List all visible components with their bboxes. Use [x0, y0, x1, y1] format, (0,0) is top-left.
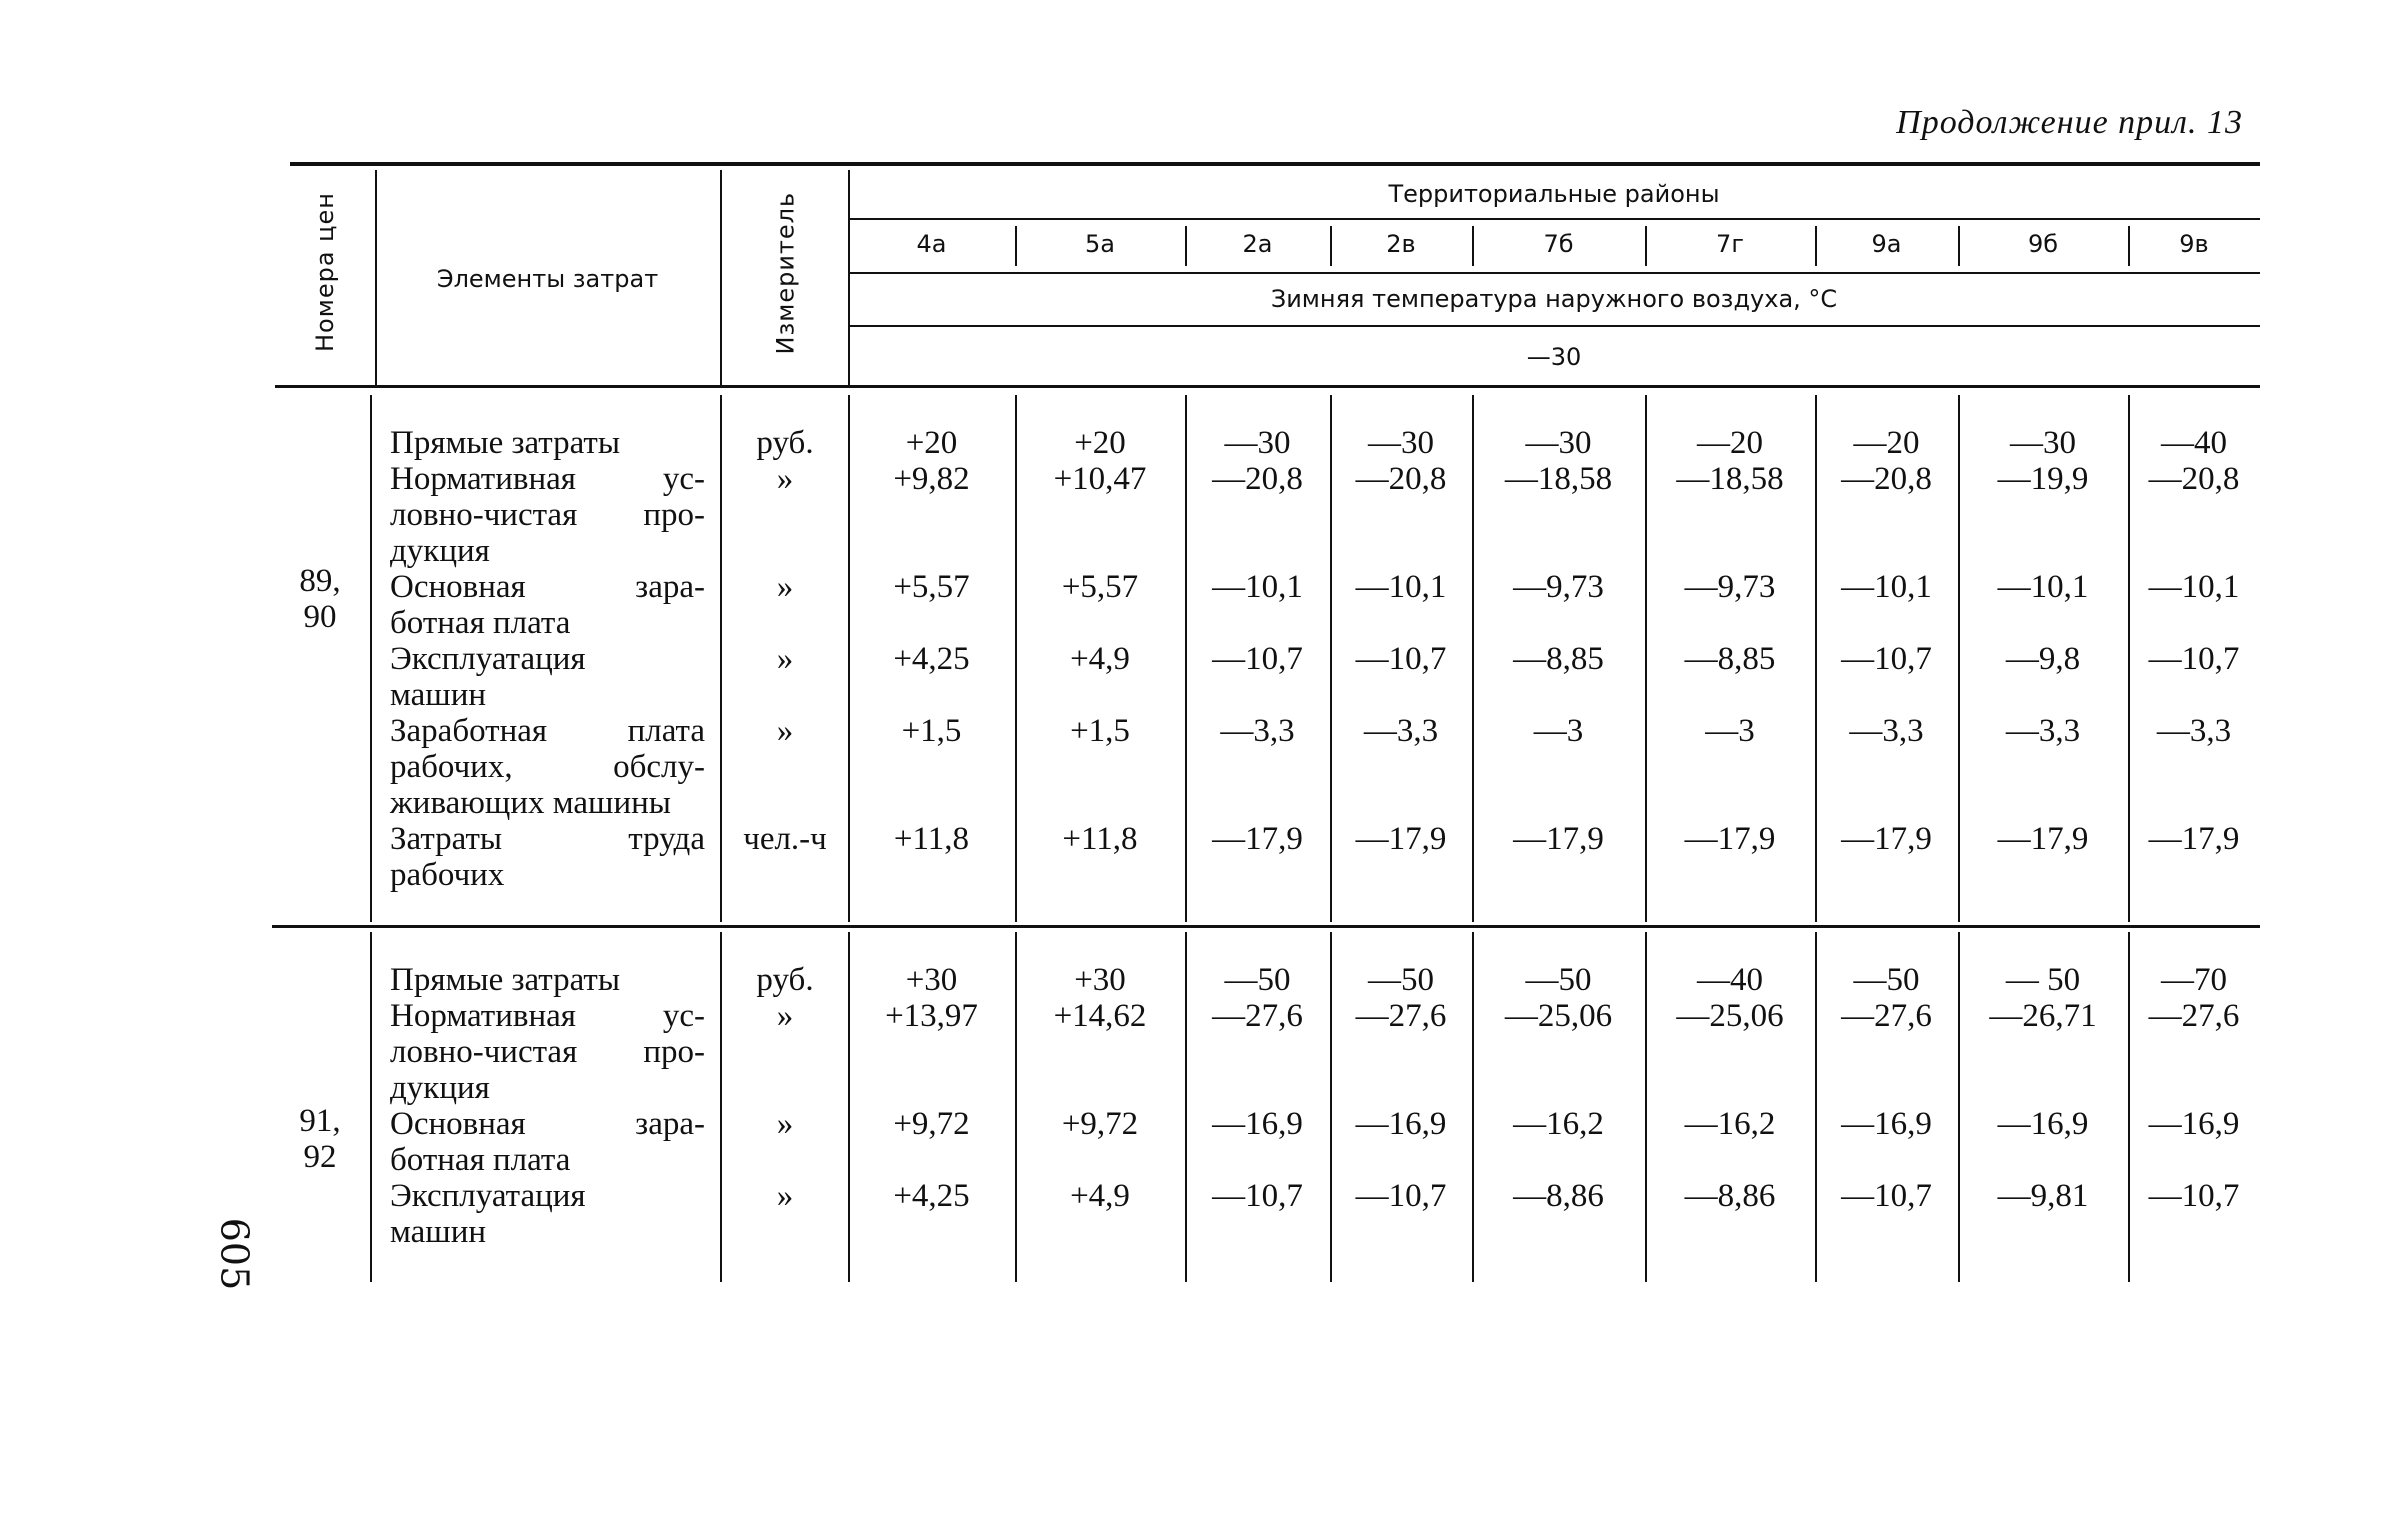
value-cell: —17,9	[1355, 821, 1447, 857]
value-cell: —10,1	[1355, 569, 1447, 605]
value-cell: +20	[1074, 425, 1126, 461]
element-line: Основная зара-	[390, 1106, 705, 1142]
district-header-6: 7г	[1716, 230, 1744, 258]
value-cell: +10,47	[1053, 461, 1147, 497]
element-line: Затраты труда	[390, 821, 705, 857]
value-cell: —8,86	[1513, 1178, 1604, 1214]
value-cell: —10,7	[2148, 1178, 2240, 1214]
value-cell: —3	[1533, 713, 1584, 749]
value-cell: —30	[1224, 425, 1291, 461]
value-cell: —16,9	[1355, 1106, 1447, 1142]
value-cell: —20,8	[1841, 461, 1932, 497]
value-cell: —40	[2161, 425, 2227, 461]
value-cell: —10,1	[1997, 569, 2089, 605]
temperature-label: Зимняя температура наружного воздуха, °С	[1270, 285, 1838, 313]
unit-cell: »	[776, 461, 794, 497]
value-cell: —40	[1697, 962, 1763, 998]
element-line: Основная зара-	[390, 569, 705, 605]
district-header-4: 2в	[1386, 230, 1416, 258]
unit-cell: »	[776, 569, 794, 605]
element-line: Заработная плата	[390, 713, 705, 749]
value-cell: —10,7	[1212, 641, 1303, 677]
value-cell: —3,3	[2156, 713, 2232, 749]
district-header-9: 9в	[2179, 230, 2209, 258]
element-line: живающих машины	[390, 785, 671, 821]
unit-cell: »	[776, 998, 794, 1034]
element-line: Нормативная ус-	[390, 461, 705, 497]
element-line: Эксплуатация	[390, 1178, 586, 1214]
value-cell: —25,06	[1504, 998, 1613, 1034]
element-line: машин	[390, 1214, 487, 1250]
value-cell: —18,58	[1676, 461, 1784, 497]
value-cell: —10,1	[1841, 569, 1932, 605]
value-cell: —50	[1368, 962, 1434, 998]
element-line: дукция	[390, 1070, 490, 1106]
value-cell: —17,9	[2148, 821, 2240, 857]
element-line: ботная плата	[390, 605, 571, 641]
value-cell: —10,7	[1355, 641, 1447, 677]
district-header-1: 4а	[916, 230, 947, 258]
value-cell: —50	[1224, 962, 1291, 998]
value-cell: —30	[1368, 425, 1434, 461]
value-cell: —18,58	[1504, 461, 1613, 497]
col-unit-header: Измеритель	[771, 191, 800, 355]
value-cell: — 50	[2005, 962, 2081, 998]
value-cell: +1,5	[1070, 713, 1130, 749]
body-col-rule	[370, 932, 372, 1282]
value-cell: +20	[905, 425, 958, 461]
value-cell: —9,8	[2005, 641, 2081, 677]
district-header-7: 9а	[1871, 230, 1902, 258]
value-cell: —27,6	[2148, 998, 2240, 1034]
value-cell: —50	[1525, 962, 1592, 998]
unit-cell: чел.-ч	[743, 821, 827, 857]
body-col-rule	[370, 395, 372, 922]
value-cell: +9,72	[893, 1106, 970, 1142]
element-line: ловно-чистая про-	[390, 497, 705, 533]
value-cell: +13,97	[885, 998, 978, 1034]
price-number: 91,	[299, 1103, 341, 1139]
district-header-2: 5а	[1085, 230, 1115, 258]
unit-cell: »	[776, 1106, 794, 1142]
district-rule	[848, 272, 2260, 274]
value-cell: —17,9	[1841, 821, 1932, 857]
value-cell: —16,9	[1841, 1106, 1932, 1142]
unit-cell: »	[776, 1178, 794, 1214]
element-line: ботная плата	[390, 1142, 571, 1178]
value-cell: —20	[1697, 425, 1763, 461]
value-cell: +30	[1074, 962, 1126, 998]
value-cell: —19,9	[1997, 461, 2089, 497]
value-cell: —8,85	[1684, 641, 1776, 677]
district-header-3: 2а	[1242, 230, 1273, 258]
col-elements-header: Элементы затрат	[436, 265, 659, 293]
value-cell: —16,9	[1997, 1106, 2089, 1142]
header-top-rule	[290, 162, 2260, 166]
value-cell: +4,25	[893, 1178, 970, 1214]
value-cell: +9,82	[893, 461, 970, 497]
value-cell: —16,9	[1212, 1106, 1303, 1142]
value-cell: —27,6	[1355, 998, 1447, 1034]
value-cell: +14,62	[1053, 998, 1147, 1034]
value-cell: —10,7	[1841, 641, 1932, 677]
value-cell: —10,1	[2148, 569, 2240, 605]
value-cell: —20,8	[2148, 461, 2240, 497]
value-cell: —27,6	[1212, 998, 1303, 1034]
value-cell: —9,81	[1997, 1178, 2089, 1214]
value-cell: +4,25	[893, 641, 970, 677]
unit-cell: руб.	[756, 425, 814, 461]
price-number: 92	[303, 1139, 337, 1175]
value-cell: —3	[1705, 713, 1755, 749]
value-cell: —25,06	[1676, 998, 1784, 1034]
value-cell: —30	[1525, 425, 1592, 461]
value-cell: —20,8	[1355, 461, 1447, 497]
value-cell: +1,5	[901, 713, 962, 749]
value-cell: —17,9	[1513, 821, 1604, 857]
element-line: Прямые затраты	[390, 962, 621, 998]
value-cell: +30	[905, 962, 958, 998]
value-cell: —3,3	[1363, 713, 1439, 749]
element-line: Прямые затраты	[390, 425, 621, 461]
value-cell: —3,3	[2005, 713, 2081, 749]
col-num-header: Номера цен	[311, 192, 339, 352]
value-cell: —10,7	[2148, 641, 2240, 677]
value-cell: +11,8	[1062, 821, 1138, 857]
value-cell: +11,8	[893, 821, 970, 857]
value-cell: —26,71	[1989, 998, 2097, 1034]
value-cell: —17,9	[1997, 821, 2089, 857]
value-cell: —10,7	[1841, 1178, 1932, 1214]
value-cell: —20,8	[1212, 461, 1303, 497]
header-col-rule	[720, 170, 722, 385]
value-cell: —8,85	[1513, 641, 1604, 677]
district-header-8: 9б	[2027, 230, 2059, 258]
value-cell: —27,6	[1841, 998, 1932, 1034]
value-cell: —9,73	[1513, 569, 1604, 605]
page-number: 605	[212, 1217, 257, 1291]
group-separator-rule	[272, 925, 2260, 928]
price-number: 90	[303, 599, 337, 635]
value-cell: —17,9	[1684, 821, 1776, 857]
value-cell: +5,57	[893, 569, 970, 605]
value-cell: —70	[2161, 962, 2227, 998]
value-cell: +4,9	[1070, 1178, 1130, 1214]
value-cell: —3,3	[1849, 713, 1924, 749]
price-number: 89,	[299, 563, 341, 599]
value-cell: +5,57	[1061, 569, 1139, 605]
element-line: Нормативная ус-	[390, 998, 705, 1034]
element-line: рабочих	[390, 857, 505, 893]
page-caption: Продолжение прил. 13	[1896, 104, 2243, 141]
temperature-value: —30	[1526, 343, 1582, 371]
value-cell: +4,9	[1070, 641, 1130, 677]
element-line: Эксплуатация	[390, 641, 586, 677]
header-bottom-rule	[275, 385, 2260, 388]
unit-cell: »	[776, 641, 794, 677]
unit-cell: »	[776, 713, 794, 749]
temperature-rule	[848, 325, 2260, 327]
value-cell: —10,1	[1212, 569, 1303, 605]
unit-cell: руб.	[756, 962, 814, 998]
territorial-rule	[848, 218, 2260, 220]
value-cell: —10,7	[1355, 1178, 1447, 1214]
element-line: дукция	[390, 533, 490, 569]
value-cell: —16,2	[1513, 1106, 1604, 1142]
element-line: ловно-чистая про-	[390, 1034, 705, 1070]
value-cell: —17,9	[1212, 821, 1303, 857]
value-cell: —9,73	[1684, 569, 1776, 605]
value-cell: —30	[2010, 425, 2076, 461]
value-cell: —50	[1853, 962, 1920, 998]
value-cell: —10,7	[1212, 1178, 1303, 1214]
element-line: машин	[390, 677, 487, 713]
value-cell: —16,2	[1684, 1106, 1776, 1142]
value-cell: —3,3	[1220, 713, 1295, 749]
district-header-5: 7б	[1543, 230, 1574, 258]
element-line: рабочих, обслу-	[390, 749, 705, 785]
value-cell: —20	[1853, 425, 1920, 461]
territorial-header: Территориальные районы	[1388, 180, 1720, 208]
value-cell: —16,9	[2148, 1106, 2240, 1142]
value-cell: +9,72	[1061, 1106, 1139, 1142]
value-cell: —8,86	[1684, 1178, 1776, 1214]
